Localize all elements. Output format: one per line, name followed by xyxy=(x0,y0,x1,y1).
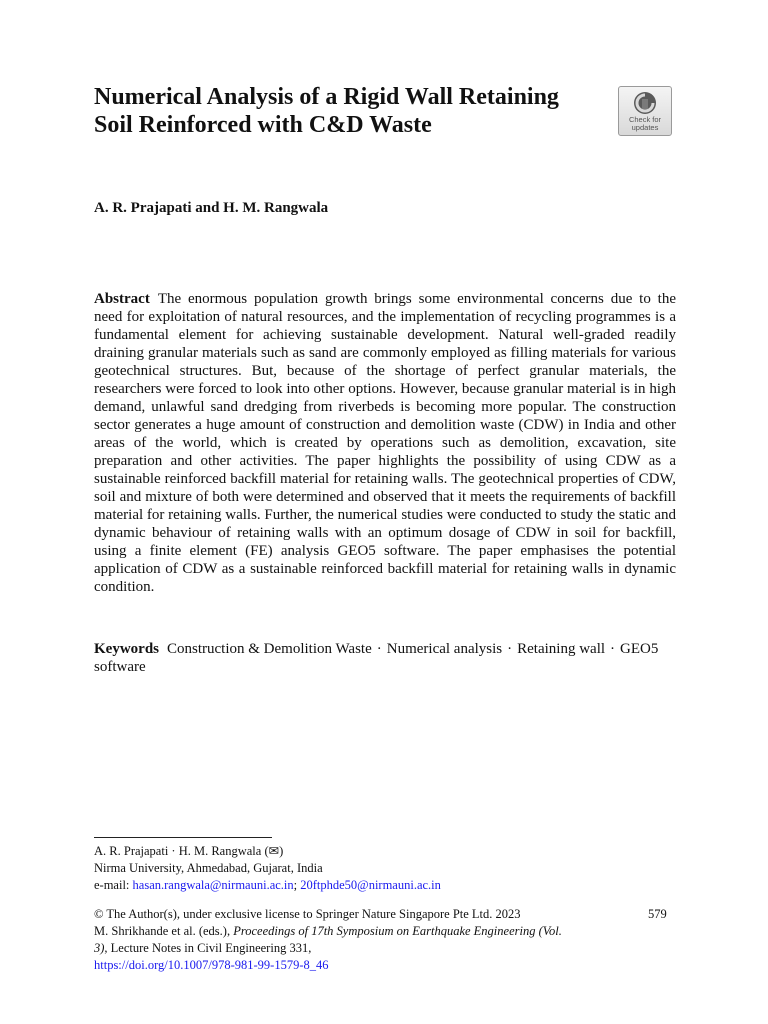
email-link-1[interactable]: hasan.rangwala@nirmauni.ac.in xyxy=(132,878,294,892)
email-link-2[interactable]: 20ftphde50@nirmauni.ac.in xyxy=(300,878,441,892)
doi-link[interactable]: https://doi.org/10.1007/978-981-99-1579-8_46 xyxy=(94,958,329,972)
keyword-separator: · xyxy=(610,641,616,657)
keyword-item: Numerical analysis xyxy=(386,641,503,657)
email-separator: ; xyxy=(293,878,298,892)
footnote-divider xyxy=(94,837,272,838)
keywords-label: Keywords xyxy=(94,641,159,657)
footnote-email-line xyxy=(94,877,441,894)
abstract xyxy=(94,290,676,596)
publication-imprint xyxy=(94,906,574,974)
footnote-authors: A. R. Prajapati · H. M. Rangwala (✉) xyxy=(94,844,284,858)
badge-text-line1: Check for xyxy=(628,115,662,124)
badge-text-line2: updates xyxy=(631,123,659,132)
proceedings-title: Proceedings of 17th Symposium on Earthquake Engineering (Vol. 3) xyxy=(94,924,562,955)
footnote-affiliation: Nirma University, Ahmedabad, Gujarat, India xyxy=(94,861,323,875)
check-for-updates-badge[interactable] xyxy=(618,86,672,136)
copyright-line: © The Author(s), under exclusive license to Springer Nature Singapore Pte Ltd. 2023 xyxy=(94,907,521,921)
series-info: , Lecture Notes in Civil Engineering 331, xyxy=(104,941,312,955)
abstract-label: Abstract xyxy=(94,291,150,307)
keyword-separator: · xyxy=(507,641,513,657)
keyword-item: Construction & Demolition Waste xyxy=(167,641,372,657)
paper-title: Numerical Analysis of a Rigid Wall Retaining Soil Reinforced with C&D Waste xyxy=(94,84,559,138)
email-label: e-mail: xyxy=(94,878,130,892)
keyword-item: Retaining wall xyxy=(517,641,606,657)
page-number: 579 xyxy=(648,907,667,921)
keyword-item: GEO5 software xyxy=(94,641,659,675)
check-for-updates-icon xyxy=(632,90,658,116)
author-footnote xyxy=(94,843,441,894)
keywords xyxy=(94,640,676,676)
keyword-separator: · xyxy=(376,641,382,657)
author-list: A. R. Prajapati and H. M. Rangwala xyxy=(94,200,329,216)
editors: M. Shrikhande et al. (eds.), xyxy=(94,924,231,938)
abstract-text: The enormous population growth brings some environmental concerns due to the need for exploitation of natural resources, and the implementation of recycling programmes is a fundamental element for achieving sustainable development. Natural well-graded readily draining granular materials such as sand are commonly employed as filling materials for various geotechnical structures. But, because of the shortage of perfect granular materials, the researchers were forced to look into other options. However, because granular material is in high demand, unlawful sand dredging from riverbeds is becoming more popular. The construction sector generates a huge amount of construction and demolition waste (CDW) in India and other areas of the world, which is created by operations such as demolition, excavation, site preparation and other activities. The paper highlights the possibility of using CDW as a sustainable reinforced backfill material for retaining walls. The geotechnical properties of CDW, soil and mixture of both were determined and observed that it meets the requirements of backfill material for retaining walls. Further, the numerical studies were conducted to study the static and dynamic behaviour of retaining walls with an optimum dosage of CDW in soil for backfill, using a finite element (FE) analysis GEO5 software. The paper emphasises the potential application of CDW as a sustainable reinforced backfill material for retaining walls in dynamic condition. xyxy=(94,291,676,595)
